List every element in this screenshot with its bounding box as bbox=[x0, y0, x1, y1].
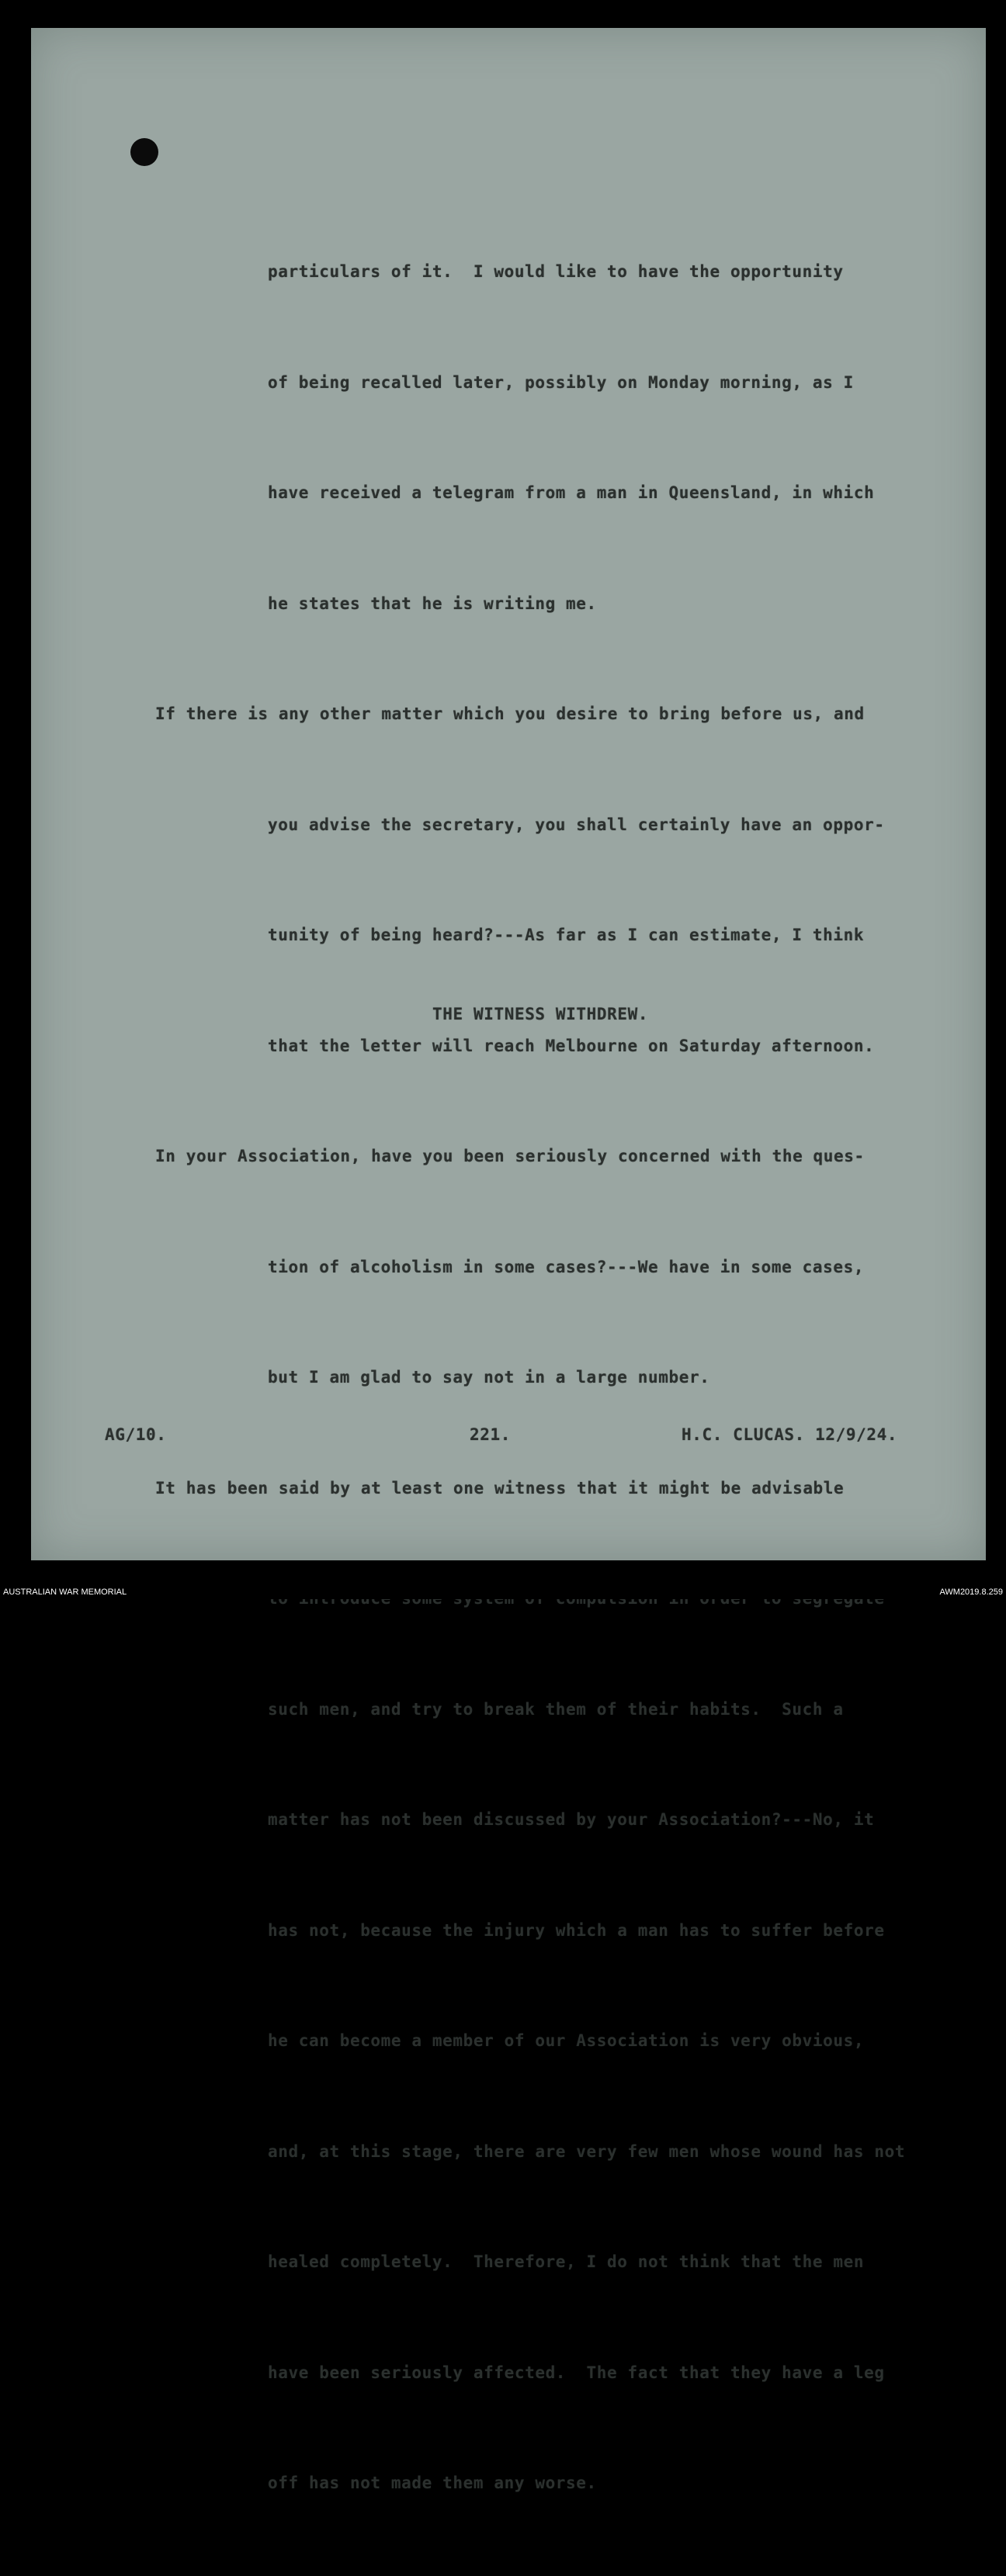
witness-withdrew-heading: THE WITNESS WITHDREW. bbox=[432, 1005, 649, 1023]
transcript-line: you advise the secretary, you shall certainly have an oppor- bbox=[268, 815, 885, 834]
transcript-line: healed completely. Therefore, I do not think that the men bbox=[268, 2252, 865, 2271]
transcript-line: has not, because the injury which a man has to suffer before bbox=[268, 1920, 885, 1940]
footer-witness-date: H.C. CLUCAS. 12/9/24. bbox=[682, 1425, 898, 1444]
transcript-line: that the letter will reach Melbourne on Saturday afternoon. bbox=[268, 1036, 875, 1055]
transcript-line: of being recalled later, possibly on Monday morning, as I bbox=[268, 372, 854, 392]
transcript-line: but I am glad to say not in a large number. bbox=[268, 1368, 710, 1387]
punch-hole bbox=[130, 138, 158, 166]
transcript-line: have been seriously affected. The fact that they have a leg bbox=[268, 2363, 885, 2382]
archive-name: AUSTRALIAN WAR MEMORIAL bbox=[3, 1587, 127, 1597]
transcript-line: matter has not been discussed by your Association?---No, it bbox=[268, 1810, 875, 1829]
transcript-line: he can become a member of our Association is very obvious, bbox=[268, 2031, 865, 2050]
transcript-line: particulars of it. I would like to have the opportunity bbox=[268, 262, 844, 281]
transcript-question-line: In your Association, have you been seriously concerned with the ques- bbox=[155, 1147, 865, 1165]
page-number: 221. bbox=[470, 1425, 511, 1444]
transcript-question-line: If there is any other matter which you desire to bring before us, and bbox=[155, 705, 865, 723]
transcript-line: and, at this stage, there are very few men whose wound has not bbox=[268, 2141, 906, 2161]
transcript-line: have received a telegram from a man in Queensland, in which bbox=[268, 483, 875, 502]
archive-caption-bar bbox=[0, 1586, 1006, 1599]
archive-reference: AWM2019.8.259 bbox=[939, 1587, 1003, 1597]
transcript-line: such men, and try to break them of their habits. Such a bbox=[268, 1699, 844, 1719]
footer-reference: AG/10. bbox=[105, 1425, 167, 1444]
transcript-line: tunity of being heard?---As far as I can estimate, I think bbox=[268, 926, 865, 944]
transcript-line: off has not made them any worse. bbox=[268, 2474, 597, 2492]
transcript-line: tion of alcoholism in some cases?---We have in some cases, bbox=[268, 1257, 865, 1276]
transcript-line: he states that he is writing me. bbox=[268, 594, 597, 613]
transcript-body bbox=[155, 180, 978, 2576]
transcript-question-line: It has been said by at least one witness that it might be advisable bbox=[155, 1478, 845, 1497]
